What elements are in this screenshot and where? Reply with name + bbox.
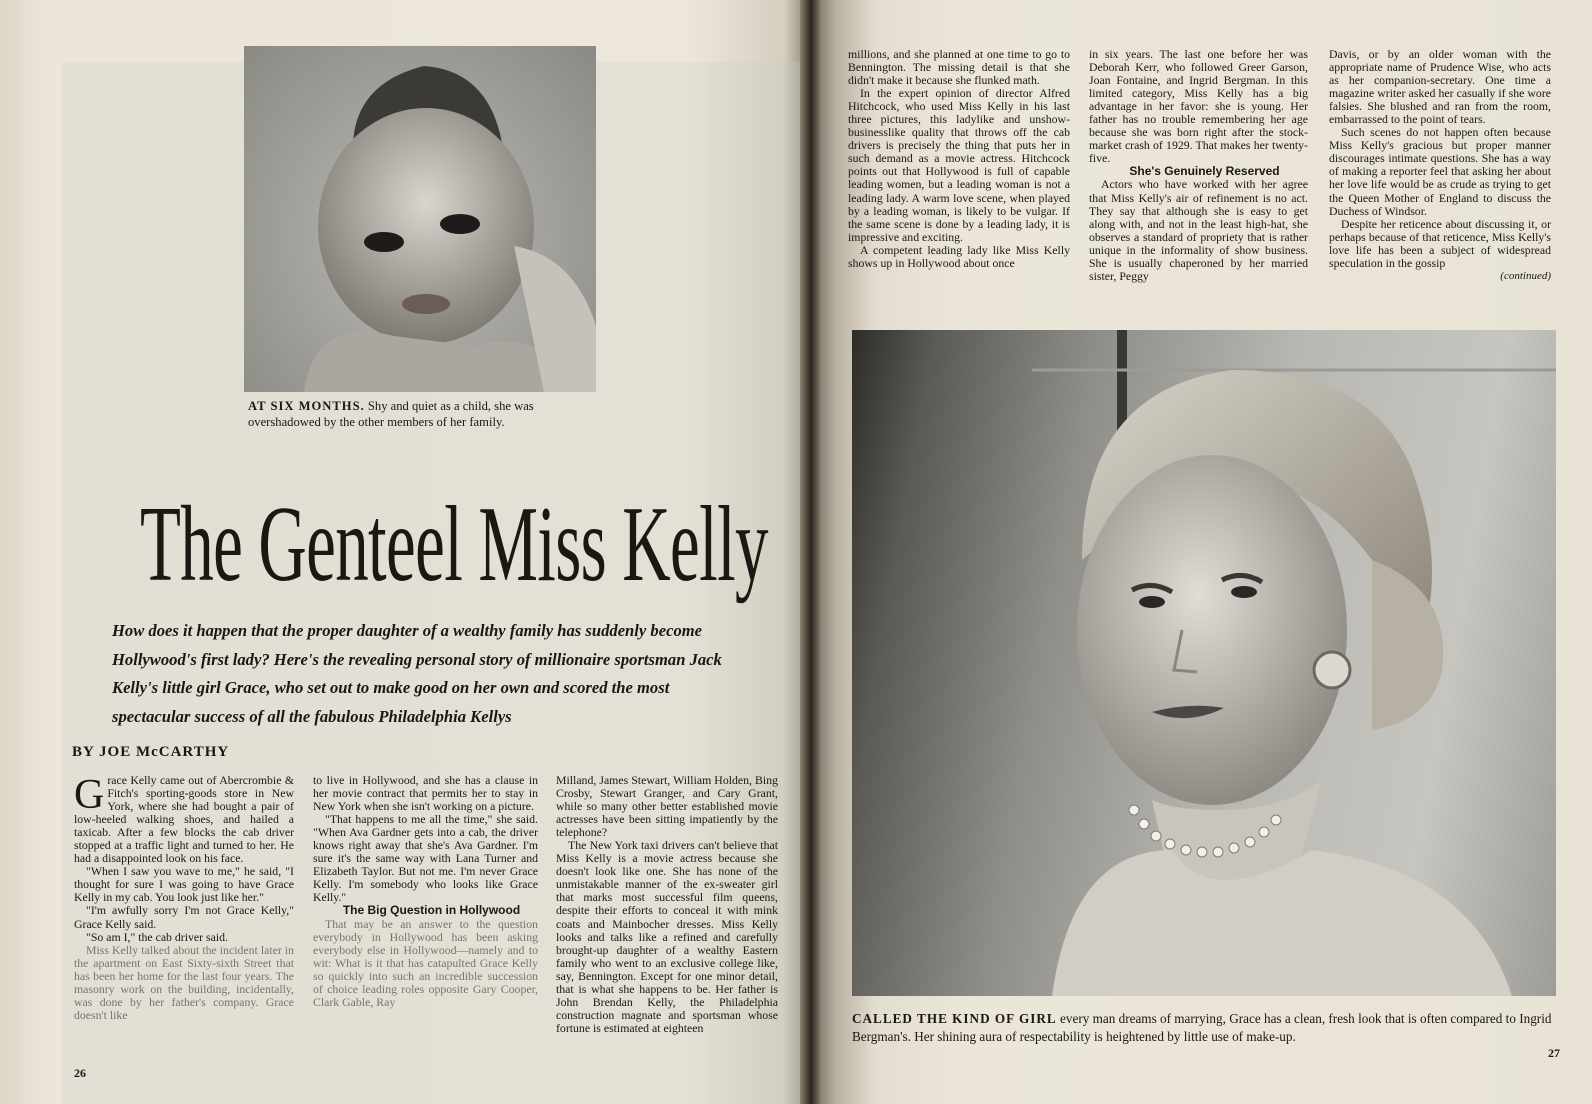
section-subheading: The Big Question in Hollywood <box>342 903 521 918</box>
grace-caption-lead: CALLED THE KIND OF GIRL <box>852 1011 1057 1026</box>
baby-caption-lead: AT SIX MONTHS. <box>248 399 365 413</box>
right-column-1 <box>848 48 1070 270</box>
paragraph: millions, and she planned at one time to go to Bennington. The missing detail is that she didn't make it because she flunked math. <box>848 47 1070 88</box>
spine-gutter <box>800 0 820 1104</box>
right-column-2 <box>1089 48 1308 283</box>
portrait-illustration <box>852 330 1556 996</box>
baby-caption-text: Shy and quiet as a child, she was overshadowed by the other members of her family. <box>248 399 534 429</box>
paragraph: Grace Kelly came out of Abercrombie & Fitch's sporting-goods store in New York, where she had bought a pair of low-heeled walking shoes, and hailed a taxicab. After a few blocks the cab driver stopped at a traffic light and turned to her. He had a disappointed look on his face. <box>74 772 294 866</box>
paragraph: In the expert opinion of director Alfred Hitchcock, who used Miss Kelly in his last three pictures, this ladylike and unshow-businesslike quality that throws off the cab drivers is precisely the thing that puts her in such demand as a movie actress. Hitchcock points out that Hollywood is full of capable leading women, but a leading woman is not a leading lady. A warm love scene, when played by a leading woman, is likely to be vulgar. If the same scene is done by a leading lady, it is impressive and exciting. <box>848 86 1070 244</box>
paragraph: "That happens to me all the time," she said. "When Ava Gardner gets into a cab, the driver knows right away that she's Ava Gardner. I'm sure it's the same way with Lana Turner and Elizabeth Taylor. But not me. I'm never Grace Kelly. I'm somebody who looks like Grace Kelly." <box>313 812 538 905</box>
paragraph: "So am I," the cab driver said. <box>86 929 228 944</box>
drop-cap: G <box>74 772 105 818</box>
baby-photo-caption <box>248 398 596 430</box>
paragraph: to live in Hollywood, and she has a clause in her movie contract that permits her to stay in New York when she isn't working on a picture. <box>313 773 538 814</box>
left-column-2 <box>313 774 538 1009</box>
page-number: 26 <box>74 1066 86 1080</box>
paragraph: Actors who have worked with her agree that Miss Kelly's air of refinement is no act. They say that although she is easy to get along with, and not in the least high-hat, she observes a standard of propriety that is rather unique in the informality of show business. She is usually chaperoned by her married sister, Peggy <box>1089 177 1308 283</box>
paragraph: The New York taxi drivers can't believe that Miss Kelly is a movie actress because she doesn't look like one. She has none of the unmistakable manner of the ex-sweater girl that marks most successful film queens, despite their efforts to conceal it with mink coats and Mainbocher dresses. Miss Kelly looks and talks like a refined and carefully brought-up daughter of a wealthy Eastern family who went to an exclusive college like, say, Bennington. Except for one minor detail, that is what she happens to be. Her father is John Brendan Kelly, the Philadelphia construction magnate and sportsman whose fortune is estimated at eighteen <box>556 838 778 1035</box>
paragraph: That may be an answer to the question everybody in Hollywood has been asking everybody else in Hollywood—namely and to wit: What is it that has catapulted Grace Kelly so quickly into such an incredible succession of choice leading roles opposite Gary Cooper, Clark Gable, Ray <box>313 916 538 1009</box>
paragraph: "When I saw you wave to me," he said, "I thought for sure I was going to have Grace Kelly in my cab. You look just like her." <box>74 864 294 905</box>
continued-label: (continued) <box>1500 269 1551 282</box>
right-column-3 <box>1329 48 1551 283</box>
baby-illustration <box>244 46 596 392</box>
paragraph: "I'm awfully sorry I'm not Grace Kelly," Grace Kelly said. <box>74 903 294 931</box>
paragraph: A competent leading lady like Miss Kelly shows up in Hollywood about once <box>848 242 1070 270</box>
grace-photo-caption <box>852 1010 1556 1046</box>
article-subhead: How does it happen that the proper daughter of a wealthy family has suddenly become Hollywood's first lady? Here's the revealing personal story of millionaire sportsman Jack Kelly's little girl Grace, who set out to make good on her own and scored the most spectacular success of all the fabulous Philadelphia Kellys <box>112 621 722 726</box>
baby-photo <box>244 46 596 392</box>
grace-caption-text: every man dreams of marrying, Grace has a clean, fresh look that is often compared to Ingrid Bergman's. Her shining aura of respectability is heightened by little use of make-up. <box>852 1011 1552 1044</box>
paragraph: Davis, or by an older woman with the appropriate name of Prudence Wise, who acts as her companion-secretary. One time a magazine writer asked her casually if she wore falsies. She blushed and ran from the room, embarrassed to the point of tears. <box>1329 47 1551 127</box>
byline: BY JOE McCARTHY <box>72 744 230 760</box>
paragraph: Despite her reticence about discussing it, or perhaps because of that reticence, Miss Kelly's love life has been a subject of widespread speculation in the gossip <box>1329 216 1551 270</box>
paragraph: Miss Kelly talked about the incident later in the apartment on East Sixty-sixth Street that has been her home for the last four years. The masonry work on the building, incidentally, was done by her father's company. Grace doesn't like <box>74 942 294 1022</box>
paragraph: in six years. The last one before her was Deborah Kerr, who followed Greer Garson, Joan Fontaine, and Ingrid Bergman. In this limited category, Miss Kelly has a big advantage in her favor: she is young. Her father has no trouble remembering her age because she was born right after the stock-market crash of 1929. That makes her twenty-five. <box>1089 47 1308 166</box>
page-number: 27 <box>1548 1046 1560 1060</box>
left-column-3 <box>556 774 778 1035</box>
article-title: The Genteel Miss Kelly <box>140 485 768 604</box>
section-subheading: She's Genuinely Reserved <box>1129 164 1280 179</box>
paragraph: Such scenes do not happen often because Miss Kelly's gracious but proper manner discourages intimate questions. She has a way of making a reporter feel that asking her about her love life would be as crude as trying to get the Queen Mother of England to discuss the Duchess of Windsor. <box>1329 125 1551 218</box>
paragraph: Milland, James Stewart, William Holden, Bing Crosby, Stewart Granger, and Cary Grant, while so many other better established movie actresses have been sitting impatiently by the telephone? <box>556 773 778 840</box>
grace-portrait-photo <box>852 330 1556 996</box>
left-column-1 <box>74 774 294 1022</box>
